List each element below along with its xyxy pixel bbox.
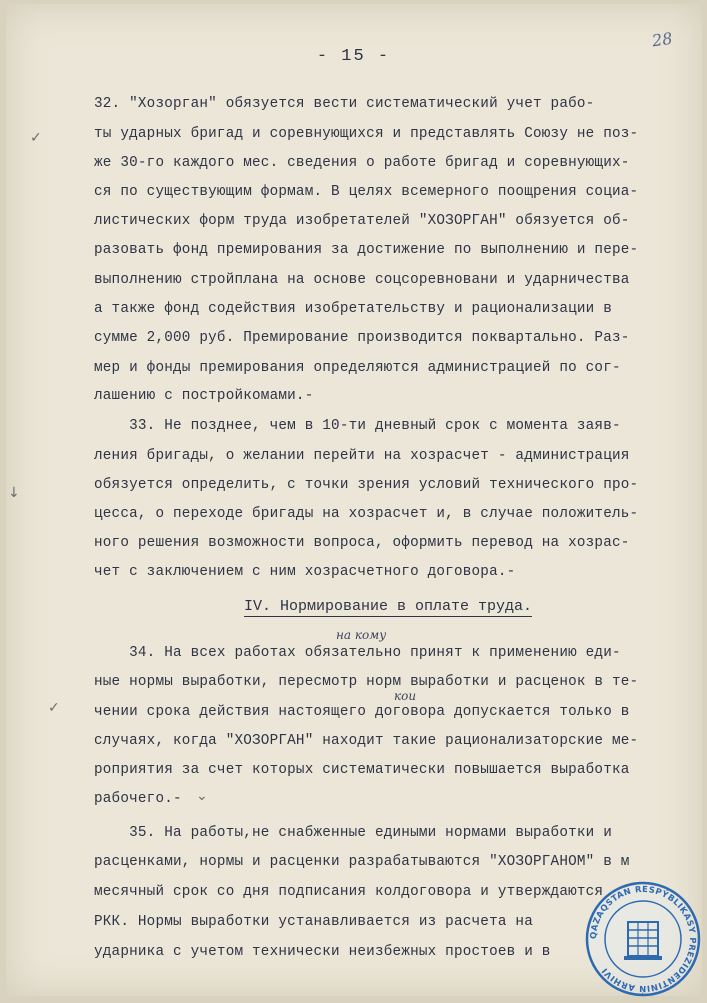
text-line: 33. Не позднее, чем в 10-ти дневный срок с момента заяв-: [94, 418, 621, 434]
text-line: лашению с постройкомами.-: [94, 388, 314, 404]
text-line: ного решения возможности вопроса, оформить перевод на хозрас-: [94, 535, 630, 551]
text-line: расценками, нормы и расценки разрабатываются "ХОЗОРГАНОМ" в м: [94, 854, 630, 870]
text-line: обязуется определить, с точки зрения условий технического про-: [94, 477, 639, 493]
text-line: рабочего.-: [94, 791, 182, 807]
archive-stamp: [584, 880, 702, 998]
text-line: ные нормы выработки, пересмотр норм выработки и расценок в те-: [94, 674, 639, 690]
handwritten-insertion: на кому: [336, 628, 387, 642]
text-line: 35. На работы,не снабженные едиными нормами выработки и: [94, 825, 612, 841]
section-heading: IV. Нормирование в оплате труда.: [244, 598, 533, 615]
archive-page-note: 28: [650, 28, 674, 51]
margin-mark: ✓: [48, 700, 60, 716]
margin-mark: ✓: [30, 130, 42, 146]
text-line: а также фонд содействия изобретательству и рационализации в: [94, 301, 612, 317]
margin-mark: ↓: [8, 485, 20, 501]
text-line: РКК. Нормы выработки устанавливается из расчета на: [94, 914, 533, 930]
text-line: сумме 2,000 руб. Премирование производится поквартально. Раз-: [94, 330, 630, 346]
margin-mark: ⌄: [196, 788, 208, 804]
stamp-text: QAZAQSTAN RESPÝBLIKASY PREZIDENTINIŃ ARHIVI: [587, 883, 699, 995]
text-line: роприятия за счет которых систематически повышается выработка: [94, 762, 630, 778]
text-line: мер и фонды премирования определяются администрацией по сог-: [94, 360, 621, 376]
text-line: чении срока действия настоящего договора допускается только в: [94, 704, 630, 720]
text-line: ся по существующим формам. В целях всемерного поощрения социа-: [94, 184, 639, 200]
handwritten-insertion: кои: [394, 689, 417, 703]
page-number: - 15 -: [316, 47, 391, 66]
text-line: чет с заключением с ним хозрасчетного договора.-: [94, 564, 516, 580]
text-line: случаях, когда "ХОЗОРГАН" находит такие рационализаторские ме-: [94, 733, 639, 749]
text-line: 34. На всех работах обязательно принят к применению еди-: [94, 645, 621, 661]
text-line: цесса, о переходе бригады на хозрасчет и, в случае положитель-: [94, 506, 639, 522]
text-line: разовать фонд премирования за достижение по выполнению и пере-: [94, 242, 639, 258]
document-page: [6, 4, 702, 996]
text-line: 32. "Хозорган" обязуется вести систематический учет рабо-: [94, 96, 595, 112]
text-line: выполнению стройплана на основе соцсоревновани и ударничества: [94, 272, 630, 288]
text-line: месячный срок со дня подписания колдоговора и утверждаются: [94, 884, 604, 900]
text-line: листических форм труда изобретателей "ХОЗОРГАН" обязуется об-: [94, 213, 630, 229]
text-line: ления бригады, о желании перейти на хозрасчет - администрация: [94, 448, 630, 464]
text-line: ты ударных бригад и соревнующихся и представлять Союзу не поз-: [94, 126, 639, 142]
text-line: ударника с учетом технически неизбежных простоев и в: [94, 944, 551, 960]
text-line: же 30-го каждого мес. сведения о работе бригад и соревнующих-: [94, 155, 630, 171]
